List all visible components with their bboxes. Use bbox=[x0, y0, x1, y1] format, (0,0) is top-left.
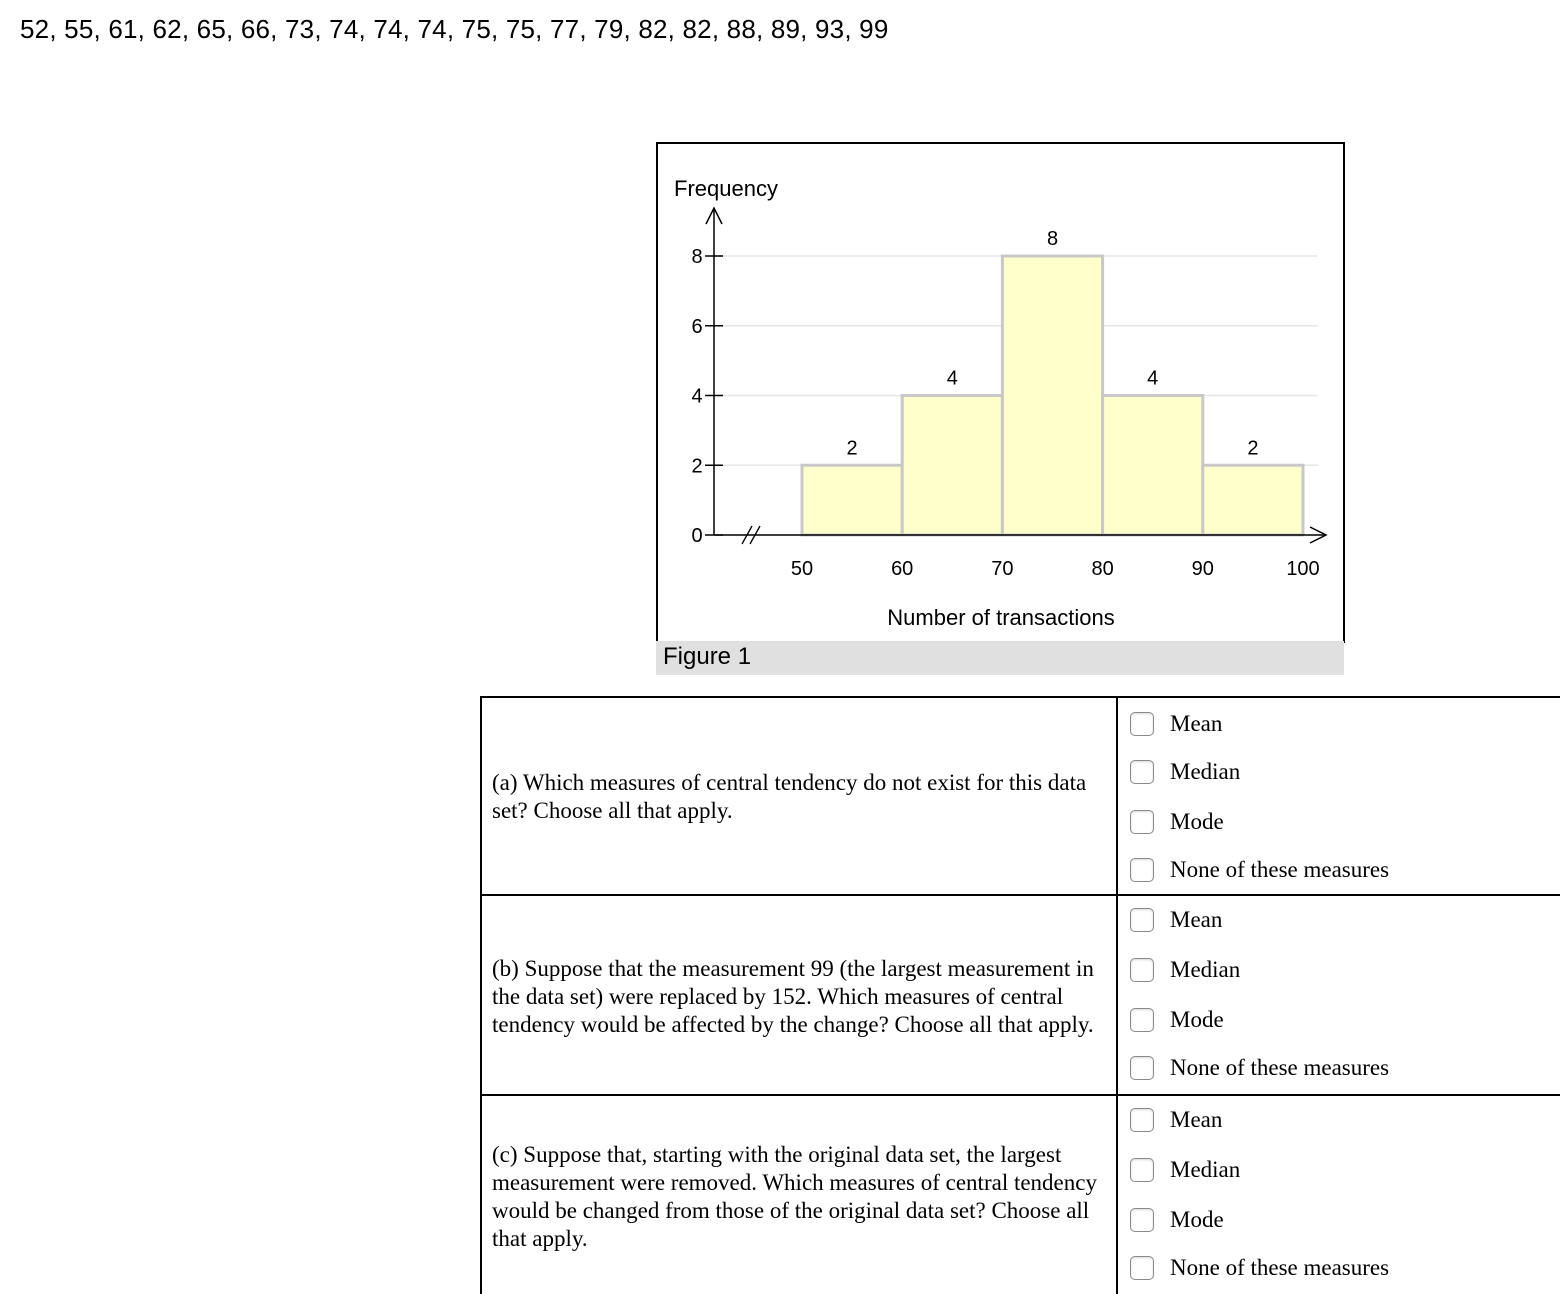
histogram-bar bbox=[902, 396, 1002, 536]
question-cell bbox=[480, 896, 1118, 1094]
option-label: Median bbox=[1170, 759, 1241, 784]
checkbox[interactable] bbox=[1130, 712, 1154, 736]
x-axis-title: Number of transactions bbox=[887, 605, 1115, 630]
option-median[interactable] bbox=[1130, 1155, 1240, 1185]
x-tick-label: 90 bbox=[1191, 558, 1214, 580]
figure-caption-bar bbox=[656, 641, 1344, 675]
question-cell bbox=[480, 698, 1118, 894]
histogram-bar bbox=[802, 465, 902, 535]
option-mean[interactable] bbox=[1130, 1105, 1222, 1135]
option-label: Mode bbox=[1170, 1007, 1224, 1032]
question-row-a bbox=[480, 696, 1560, 894]
question-table bbox=[480, 696, 1560, 1294]
option-label: None of these measures bbox=[1170, 1055, 1390, 1080]
option-mean[interactable] bbox=[1130, 905, 1222, 935]
histogram-bar bbox=[1203, 465, 1303, 535]
y-tick-label: 6 bbox=[691, 315, 703, 338]
checkbox[interactable] bbox=[1130, 958, 1154, 982]
options-cell bbox=[1118, 896, 1560, 1094]
option-none[interactable] bbox=[1130, 855, 1389, 885]
dataset-values: 52, 55, 61, 62, 65, 66, 73, 74, 74, 74, 75, 75, 77, 79, 82, 82, 88, 89, 93, 99 bbox=[20, 14, 889, 44]
option-label: Mode bbox=[1170, 1207, 1224, 1232]
checkbox[interactable] bbox=[1130, 1008, 1154, 1032]
option-none[interactable] bbox=[1130, 1053, 1389, 1083]
checkbox[interactable] bbox=[1130, 1158, 1154, 1182]
option-mode[interactable] bbox=[1130, 1205, 1224, 1235]
histogram-bar bbox=[1002, 256, 1102, 535]
option-label: Mode bbox=[1170, 809, 1224, 834]
x-tick-label: 60 bbox=[891, 558, 914, 580]
question-cell bbox=[480, 1096, 1118, 1294]
option-label: Median bbox=[1170, 1157, 1241, 1182]
option-label: None of these measures bbox=[1170, 857, 1390, 882]
y-tick-label: 4 bbox=[691, 385, 703, 408]
option-label: Mean bbox=[1170, 711, 1223, 736]
question-row-b bbox=[480, 894, 1560, 1094]
options-cell bbox=[1118, 698, 1560, 894]
y-tick-label: 2 bbox=[691, 455, 703, 478]
question-row-c bbox=[480, 1094, 1560, 1294]
bar-value-label: 2 bbox=[846, 437, 858, 460]
y-tick-label: 0 bbox=[691, 525, 703, 547]
option-median[interactable] bbox=[1130, 955, 1240, 985]
checkbox[interactable] bbox=[1130, 1108, 1154, 1132]
y-tick-label: 8 bbox=[691, 246, 703, 268]
bar-value-label: 4 bbox=[1147, 367, 1159, 390]
x-tick-label: 50 bbox=[790, 558, 814, 580]
checkbox[interactable] bbox=[1130, 858, 1154, 882]
figure-caption: Figure 1 bbox=[663, 643, 752, 670]
option-label: None of these measures bbox=[1170, 1255, 1390, 1280]
option-mode[interactable] bbox=[1130, 1005, 1224, 1035]
option-mean[interactable] bbox=[1130, 709, 1222, 739]
bar-value-label: 8 bbox=[1046, 228, 1059, 250]
checkbox[interactable] bbox=[1130, 908, 1154, 932]
histogram-chart bbox=[658, 144, 1343, 641]
checkbox[interactable] bbox=[1130, 760, 1154, 784]
options-cell bbox=[1118, 1096, 1560, 1294]
checkbox[interactable] bbox=[1130, 1056, 1154, 1080]
checkbox[interactable] bbox=[1130, 1256, 1154, 1280]
bar-value-label: 2 bbox=[1247, 437, 1259, 460]
question-text-b: (b) Suppose that the measurement 99 (the largest measurement in the data set) were replaced by 152. Which measures of central tendency would be affected by the change? Choose all that apply. bbox=[492, 956, 1094, 1037]
bar-value-label: 4 bbox=[946, 367, 958, 390]
checkbox[interactable] bbox=[1130, 810, 1154, 834]
option-none[interactable] bbox=[1130, 1253, 1389, 1283]
x-tick-label: 80 bbox=[1091, 558, 1114, 580]
histogram-bar bbox=[1103, 396, 1203, 536]
option-label: Median bbox=[1170, 957, 1241, 982]
x-tick-label: 100 bbox=[1286, 558, 1320, 580]
option-median[interactable] bbox=[1130, 757, 1240, 787]
option-label: Mean bbox=[1170, 907, 1223, 932]
option-mode[interactable] bbox=[1130, 807, 1224, 837]
histogram-figure bbox=[656, 142, 1345, 643]
question-text-a: (a) Which measures of central tendency do not exist for this data set? Choose all that apply. bbox=[492, 770, 1087, 823]
option-label: Mean bbox=[1170, 1107, 1223, 1132]
y-axis-title: Frequency bbox=[674, 176, 778, 201]
x-tick-label: 70 bbox=[991, 558, 1014, 580]
question-text-c: (c) Suppose that, starting with the original data set, the largest measurement were removed. Which measures of central tendency would be changed from those of the original data set? Choose all that apply. bbox=[492, 1142, 1097, 1251]
checkbox[interactable] bbox=[1130, 1208, 1154, 1232]
